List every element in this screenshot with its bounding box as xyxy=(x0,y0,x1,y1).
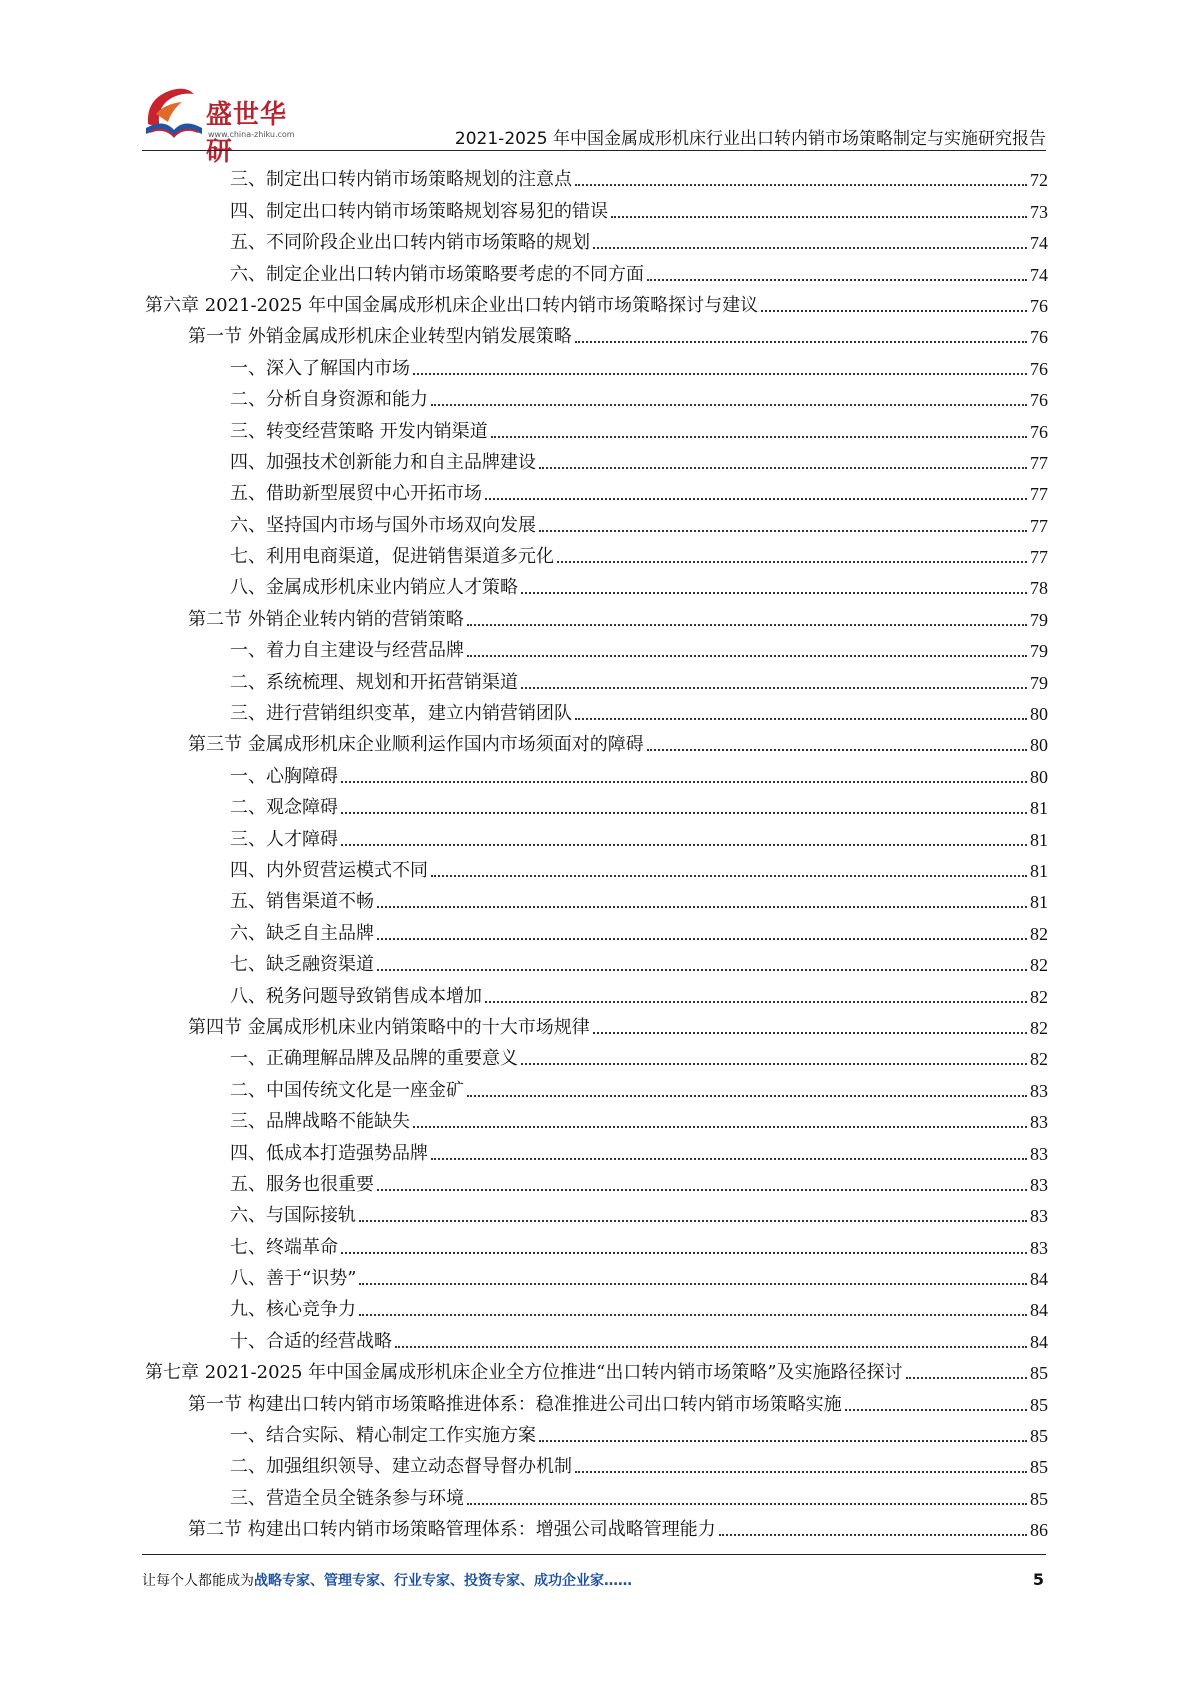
toc-entry-page: 85 xyxy=(1030,1426,1048,1447)
toc-dot-leader xyxy=(845,1409,1027,1411)
toc-entry-title: 八、税务问题导致销售成本增加 xyxy=(230,985,482,1007)
toc-entry[interactable] xyxy=(145,1102,1048,1133)
toc-entry-page: 84 xyxy=(1030,1269,1048,1290)
toc-entry-title: 一、结合实际、精心制定工作实施方案 xyxy=(230,1425,536,1447)
toc-dot-leader xyxy=(431,404,1027,406)
toc-entry-page: 82 xyxy=(1030,1049,1048,1070)
toc-dot-leader xyxy=(485,498,1027,500)
toc-entry-title: 二、加强组织领导、建立动态督导督办机制 xyxy=(230,1456,572,1478)
toc-entry-title: 二、系统梳理、规划和开拓营销渠道 xyxy=(230,671,518,693)
toc-entry-page: 77 xyxy=(1030,547,1048,568)
toc-entry-title: 一、着力自主建设与经营品牌 xyxy=(230,640,464,662)
footer-slogan-highlight: 战略专家、管理专家、行业专家、投资专家、成功企业家…… xyxy=(254,1573,632,1589)
toc-entry-page: 81 xyxy=(1030,892,1048,913)
toc-dot-leader xyxy=(359,1314,1027,1316)
toc-entry[interactable] xyxy=(145,1008,1048,1039)
toc-entry-page: 83 xyxy=(1030,1112,1048,1133)
toc-entry[interactable] xyxy=(145,976,1048,1007)
page-header xyxy=(0,0,1191,167)
toc-entry[interactable] xyxy=(145,223,1048,254)
toc-entry-page: 76 xyxy=(1030,358,1048,379)
toc-entry-page: 85 xyxy=(1030,1394,1048,1415)
toc-entry-page: 80 xyxy=(1030,766,1048,787)
toc-dot-leader xyxy=(467,655,1027,657)
toc-entry-title: 六、缺乏自主品牌 xyxy=(230,922,374,944)
toc-entry[interactable] xyxy=(145,474,1048,505)
toc-entry-page: 80 xyxy=(1030,704,1048,725)
toc-entry-title: 七、缺乏融资渠道 xyxy=(230,954,374,976)
toc-entry-page: 85 xyxy=(1030,1363,1048,1384)
toc-dot-leader xyxy=(413,1126,1027,1128)
toc-entry[interactable] xyxy=(145,756,1048,787)
toc-entry[interactable] xyxy=(145,599,1048,630)
toc-entry[interactable] xyxy=(145,443,1048,474)
toc-entry-title: 四、制定出口转内销市场策略规划容易犯的错误 xyxy=(230,200,608,222)
toc-entry-title: 三、品牌战略不能缺失 xyxy=(230,1111,410,1133)
toc-entry-title: 六、坚持国内市场与国外市场双向发展 xyxy=(230,514,536,536)
toc-entry-page: 83 xyxy=(1030,1206,1048,1227)
toc-dot-leader xyxy=(521,687,1027,689)
toc-entry-page: 72 xyxy=(1030,170,1048,191)
toc-dot-leader xyxy=(647,279,1027,281)
toc-entry-page: 85 xyxy=(1030,1457,1048,1478)
toc-entry[interactable] xyxy=(145,1353,1048,1384)
toc-entry-title: 一、深入了解国内市场 xyxy=(230,357,410,379)
toc-entry-title: 三、转变经营策略 开发内销渠道 xyxy=(230,420,488,442)
toc-entry-page: 78 xyxy=(1030,578,1048,599)
toc-entry[interactable] xyxy=(145,945,1048,976)
toc-entry[interactable] xyxy=(145,1196,1048,1227)
toc-entry-page: 81 xyxy=(1030,829,1048,850)
toc-entry-title: 第四节 金属成形机床业内销策略中的十大市场规律 xyxy=(188,1016,590,1038)
toc-entry-title: 六、制定企业出口转内销市场策略要考虑的不同方面 xyxy=(230,263,644,285)
toc-entry-page: 84 xyxy=(1030,1331,1048,1352)
toc-dot-leader xyxy=(431,875,1027,877)
toc-entry-title: 四、内外贸营运模式不同 xyxy=(230,859,428,881)
toc-entry-page: 74 xyxy=(1030,264,1048,285)
toc-entry-title: 四、低成本打造强势品牌 xyxy=(230,1142,428,1164)
toc-entry-page: 76 xyxy=(1030,390,1048,411)
toc-entry[interactable] xyxy=(145,1039,1048,1070)
toc-entry-page: 76 xyxy=(1030,421,1048,442)
toc-entry[interactable] xyxy=(145,505,1048,536)
toc-dot-leader xyxy=(467,1095,1027,1097)
toc-entry-page: 82 xyxy=(1030,923,1048,944)
toc-entry[interactable] xyxy=(145,1478,1048,1509)
toc-entry[interactable] xyxy=(145,631,1048,662)
footer-slogan-prefix: 让每个人都能成为 xyxy=(142,1573,254,1589)
toc-entry-title: 一、心胸障碍 xyxy=(230,765,338,787)
toc-dot-leader xyxy=(539,467,1027,469)
toc-entry-page: 79 xyxy=(1030,641,1048,662)
toc-entry-page: 83 xyxy=(1030,1237,1048,1258)
toc-dot-leader xyxy=(485,1001,1027,1003)
toc-entry-title: 第二节 构建出口转内销市场策略管理体系：增强公司战略管理能力 xyxy=(188,1519,716,1541)
toc-dot-leader xyxy=(539,1440,1027,1442)
toc-entry-page: 84 xyxy=(1030,1300,1048,1321)
toc-dot-leader xyxy=(341,781,1027,783)
toc-entry-title: 五、销售渠道不畅 xyxy=(230,891,374,913)
brand-name: 盛世华研 xyxy=(206,100,288,167)
toc-entry[interactable] xyxy=(145,882,1048,913)
toc-entry-page: 82 xyxy=(1030,986,1048,1007)
toc-entry[interactable] xyxy=(145,568,1048,599)
footer-divider xyxy=(142,1554,1046,1555)
toc-dot-leader xyxy=(906,1377,1027,1379)
toc-dot-leader xyxy=(593,247,1027,249)
toc-entry[interactable] xyxy=(145,694,1048,725)
toc-entry-title: 三、营造全员全链条参与环境 xyxy=(230,1487,464,1509)
header-divider xyxy=(142,150,1046,151)
toc-dot-leader xyxy=(539,530,1027,532)
toc-entry[interactable] xyxy=(145,788,1048,819)
toc-entry-page: 81 xyxy=(1030,860,1048,881)
toc-entry-title: 七、利用电商渠道，促进销售渠道多元化 xyxy=(230,546,554,568)
toc-entry-title: 四、加强技术创新能力和自主品牌建设 xyxy=(230,451,536,473)
toc-entry-page: 76 xyxy=(1030,295,1048,316)
toc-entry-page: 76 xyxy=(1030,327,1048,348)
toc-entry-page: 79 xyxy=(1030,609,1048,630)
toc-entry-page: 80 xyxy=(1030,735,1048,756)
company-logo xyxy=(142,84,312,167)
toc-entry[interactable] xyxy=(145,348,1048,379)
toc-dot-leader xyxy=(647,749,1027,751)
toc-entry-title: 第一节 外销金属成形机床企业转型内销发展策略 xyxy=(188,326,572,348)
toc-entry-title: 三、人才障碍 xyxy=(230,828,338,850)
toc-entry-title: 第二节 外销企业转内销的营销策略 xyxy=(188,608,464,630)
toc-dot-leader xyxy=(467,1503,1027,1505)
toc-entry[interactable] xyxy=(145,1070,1048,1101)
toc-dot-leader xyxy=(377,969,1027,971)
toc-dot-leader xyxy=(719,1534,1027,1536)
toc-entry-title: 十、合适的经营战略 xyxy=(230,1330,392,1352)
toc-dot-leader xyxy=(575,184,1027,186)
toc-entry[interactable] xyxy=(145,1510,1048,1541)
toc-entry[interactable] xyxy=(145,411,1048,442)
toc-dot-leader xyxy=(491,436,1027,438)
toc-dot-leader xyxy=(521,1063,1027,1065)
logo-book-swoosh-icon xyxy=(142,84,206,142)
toc-entry-page: 82 xyxy=(1030,1017,1048,1038)
toc-entry-title: 八、善于“识势” xyxy=(230,1268,357,1290)
toc-entry-page: 77 xyxy=(1030,484,1048,505)
toc-entry-title: 五、服务也很重要 xyxy=(230,1173,374,1195)
toc-entry-page: 81 xyxy=(1030,798,1048,819)
toc-entry-title: 六、与国际接轨 xyxy=(230,1205,356,1227)
table-of-contents xyxy=(145,160,1048,1541)
toc-entry[interactable] xyxy=(145,191,1048,222)
toc-entry[interactable] xyxy=(145,160,1048,191)
toc-dot-leader xyxy=(467,624,1027,626)
toc-entry[interactable] xyxy=(145,1290,1048,1321)
toc-entry-title: 第三节 金属成形机床企业顺利运作国内市场须面对的障碍 xyxy=(188,734,644,756)
toc-entry[interactable] xyxy=(145,254,1048,285)
toc-entry-page: 77 xyxy=(1030,452,1048,473)
toc-entry[interactable] xyxy=(145,1259,1048,1290)
brand-url: www.china-zhiku.com xyxy=(208,130,295,139)
report-title: 2021-2025 年中国金属成形机床行业出口转内销市场策略制定与实施研究报告 xyxy=(454,129,1046,149)
toc-entry[interactable] xyxy=(145,913,1048,944)
toc-entry[interactable] xyxy=(145,819,1048,850)
toc-entry[interactable] xyxy=(145,1133,1048,1164)
toc-dot-leader xyxy=(413,373,1027,375)
toc-entry[interactable] xyxy=(145,286,1048,317)
toc-dot-leader xyxy=(377,938,1027,940)
toc-dot-leader xyxy=(359,1283,1027,1285)
toc-dot-leader xyxy=(359,1220,1027,1222)
toc-dot-leader xyxy=(575,341,1027,343)
toc-dot-leader xyxy=(521,592,1027,594)
toc-dot-leader xyxy=(575,1471,1027,1473)
toc-entry[interactable] xyxy=(145,851,1048,882)
toc-entry-page: 86 xyxy=(1030,1520,1048,1541)
toc-entry[interactable] xyxy=(145,1416,1048,1447)
toc-entry-page: 77 xyxy=(1030,515,1048,536)
toc-entry-title: 八、金属成形机床业内销应人才策略 xyxy=(230,577,518,599)
toc-dot-leader xyxy=(341,812,1027,814)
toc-entry-page: 83 xyxy=(1030,1080,1048,1101)
toc-entry-title: 五、不同阶段企业出口转内销市场策略的规划 xyxy=(230,232,590,254)
toc-dot-leader xyxy=(395,1346,1027,1348)
toc-dot-leader xyxy=(431,1158,1027,1160)
toc-dot-leader xyxy=(557,561,1027,563)
toc-entry-title: 七、终端革命 xyxy=(230,1236,338,1258)
toc-entry[interactable] xyxy=(145,1165,1048,1196)
toc-entry-page: 79 xyxy=(1030,672,1048,693)
toc-entry[interactable] xyxy=(145,1384,1048,1415)
toc-entry[interactable] xyxy=(145,1321,1048,1352)
toc-entry-title: 一、正确理解品牌及品牌的重要意义 xyxy=(230,1048,518,1070)
toc-entry-title: 第六章 2021-2025 年中国金属成形机床企业出口转内销市场策略探讨与建议 xyxy=(145,294,759,316)
toc-entry-page: 83 xyxy=(1030,1143,1048,1164)
page-footer xyxy=(142,1570,1046,1594)
toc-entry[interactable] xyxy=(145,537,1048,568)
toc-entry[interactable] xyxy=(145,380,1048,411)
toc-dot-leader xyxy=(593,1032,1027,1034)
toc-dot-leader xyxy=(761,310,1027,312)
toc-entry-title: 二、观念障碍 xyxy=(230,797,338,819)
toc-dot-leader xyxy=(377,1189,1027,1191)
toc-entry-page: 82 xyxy=(1030,955,1048,976)
toc-dot-leader xyxy=(611,216,1027,218)
toc-dot-leader xyxy=(341,1252,1027,1254)
toc-dot-leader xyxy=(341,844,1027,846)
toc-entry[interactable] xyxy=(145,725,1048,756)
page-number: 5 xyxy=(1032,1570,1044,1589)
toc-dot-leader xyxy=(575,718,1027,720)
toc-dot-leader xyxy=(377,906,1027,908)
toc-entry-title: 第七章 2021-2025 年中国金属成形机床企业全方位推进“出口转内销市场策略”及实施路径探讨 xyxy=(145,1362,903,1384)
toc-entry-page: 83 xyxy=(1030,1174,1048,1195)
toc-entry-page: 73 xyxy=(1030,201,1048,222)
toc-entry[interactable] xyxy=(145,1447,1048,1478)
toc-entry-title: 二、中国传统文化是一座金矿 xyxy=(230,1079,464,1101)
toc-entry[interactable] xyxy=(145,317,1048,348)
toc-entry-page: 85 xyxy=(1030,1488,1048,1509)
toc-entry-title: 九、核心竞争力 xyxy=(230,1299,356,1321)
toc-entry-title: 五、借助新型展贸中心开拓市场 xyxy=(230,483,482,505)
toc-entry[interactable] xyxy=(145,662,1048,693)
toc-entry[interactable] xyxy=(145,1227,1048,1258)
toc-entry-title: 三、制定出口转内销市场策略规划的注意点 xyxy=(230,169,572,191)
toc-entry-title: 三、进行营销组织变革，建立内销营销团队 xyxy=(230,703,572,725)
toc-entry-page: 74 xyxy=(1030,233,1048,254)
toc-entry-title: 第一节 构建出口转内销市场策略推进体系：稳准推进公司出口转内销市场策略实施 xyxy=(188,1393,842,1415)
toc-entry-title: 二、分析自身资源和能力 xyxy=(230,389,428,411)
